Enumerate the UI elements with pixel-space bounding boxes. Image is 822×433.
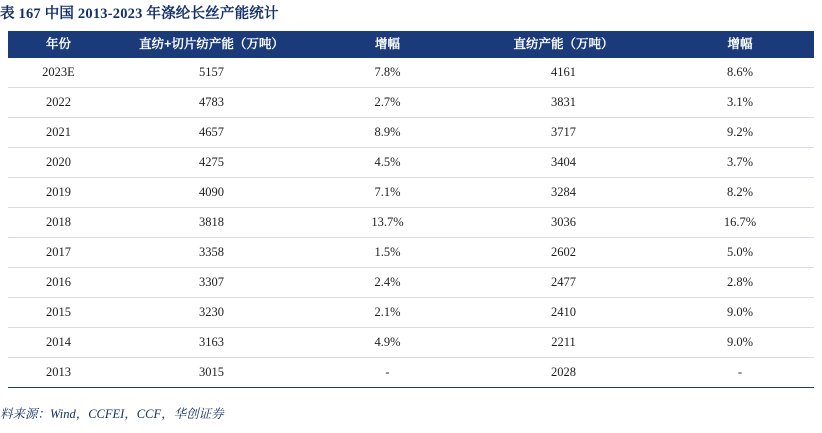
capacity-table-container bbox=[8, 31, 814, 388]
cell-direct-capacity: 3404 bbox=[461, 148, 666, 178]
cell-total-growth: 1.5% bbox=[314, 238, 461, 268]
column-header-total-capacity: 直纺+切片纺产能（万吨） bbox=[109, 31, 314, 58]
table-row bbox=[8, 328, 814, 358]
cell-total-capacity: 4783 bbox=[109, 88, 314, 118]
table-row bbox=[8, 238, 814, 268]
cell-direct-growth: 3.1% bbox=[666, 88, 814, 118]
table-row bbox=[8, 118, 814, 148]
cell-total-capacity: 3818 bbox=[109, 208, 314, 238]
cell-total-growth: 7.1% bbox=[314, 178, 461, 208]
cell-direct-growth: 16.7% bbox=[666, 208, 814, 238]
cell-direct-growth: 2.8% bbox=[666, 268, 814, 298]
cell-total-growth: 2.1% bbox=[314, 298, 461, 328]
cell-total-capacity: 5157 bbox=[109, 58, 314, 88]
cell-total-capacity: 4657 bbox=[109, 118, 314, 148]
cell-direct-growth: 3.7% bbox=[666, 148, 814, 178]
source-note: 料来源：Wind，CCFEI，CCF，华创证券 bbox=[0, 407, 224, 421]
table-row bbox=[8, 58, 814, 88]
cell-year: 2013 bbox=[8, 358, 109, 388]
cell-direct-growth: - bbox=[666, 358, 814, 388]
column-header-total-growth: 增幅 bbox=[314, 31, 461, 58]
cell-year: 2023E bbox=[8, 58, 109, 88]
cell-year: 2019 bbox=[8, 178, 109, 208]
cell-direct-capacity: 2410 bbox=[461, 298, 666, 328]
cell-direct-capacity: 3036 bbox=[461, 208, 666, 238]
table-body bbox=[8, 58, 814, 388]
column-header-direct-growth: 增幅 bbox=[666, 31, 814, 58]
cell-year: 2016 bbox=[8, 268, 109, 298]
cell-total-capacity: 3358 bbox=[109, 238, 314, 268]
cell-year: 2018 bbox=[8, 208, 109, 238]
cell-total-capacity: 3015 bbox=[109, 358, 314, 388]
cell-direct-growth: 9.2% bbox=[666, 118, 814, 148]
cell-year: 2014 bbox=[8, 328, 109, 358]
cell-direct-capacity: 3717 bbox=[461, 118, 666, 148]
cell-total-growth: 7.8% bbox=[314, 58, 461, 88]
cell-direct-capacity: 2477 bbox=[461, 268, 666, 298]
column-header-year: 年份 bbox=[8, 31, 109, 58]
cell-total-capacity: 4090 bbox=[109, 178, 314, 208]
cell-direct-capacity: 2602 bbox=[461, 238, 666, 268]
table-header bbox=[8, 31, 814, 58]
table-row bbox=[8, 208, 814, 238]
table-row bbox=[8, 268, 814, 298]
cell-total-growth: 4.9% bbox=[314, 328, 461, 358]
table-row bbox=[8, 148, 814, 178]
table-header-row bbox=[8, 31, 814, 58]
table-row bbox=[8, 178, 814, 208]
cell-direct-growth: 5.0% bbox=[666, 238, 814, 268]
cell-direct-growth: 9.0% bbox=[666, 328, 814, 358]
cell-total-growth: 13.7% bbox=[314, 208, 461, 238]
cell-total-growth: 2.7% bbox=[314, 88, 461, 118]
cell-total-capacity: 4275 bbox=[109, 148, 314, 178]
table-row bbox=[8, 88, 814, 118]
cell-total-growth: 2.4% bbox=[314, 268, 461, 298]
cell-total-capacity: 3307 bbox=[109, 268, 314, 298]
cell-direct-capacity: 2028 bbox=[461, 358, 666, 388]
capacity-table bbox=[8, 31, 814, 388]
cell-direct-growth: 8.6% bbox=[666, 58, 814, 88]
cell-direct-capacity: 4161 bbox=[461, 58, 666, 88]
cell-direct-growth: 8.2% bbox=[666, 178, 814, 208]
page-title: 表 167 中国 2013-2023 年涤纶长丝产能统计 bbox=[0, 6, 279, 22]
table-row bbox=[8, 358, 814, 388]
cell-direct-growth: 9.0% bbox=[666, 298, 814, 328]
cell-total-capacity: 3163 bbox=[109, 328, 314, 358]
cell-direct-capacity: 3284 bbox=[461, 178, 666, 208]
cell-year: 2021 bbox=[8, 118, 109, 148]
cell-year: 2017 bbox=[8, 238, 109, 268]
cell-year: 2015 bbox=[8, 298, 109, 328]
cell-total-growth: - bbox=[314, 358, 461, 388]
table-row bbox=[8, 298, 814, 328]
cell-total-capacity: 3230 bbox=[109, 298, 314, 328]
cell-year: 2022 bbox=[8, 88, 109, 118]
cell-direct-capacity: 3831 bbox=[461, 88, 666, 118]
cell-year: 2020 bbox=[8, 148, 109, 178]
cell-total-growth: 8.9% bbox=[314, 118, 461, 148]
column-header-direct-capacity: 直纺产能（万吨） bbox=[461, 31, 666, 58]
cell-total-growth: 4.5% bbox=[314, 148, 461, 178]
cell-direct-capacity: 2211 bbox=[461, 328, 666, 358]
